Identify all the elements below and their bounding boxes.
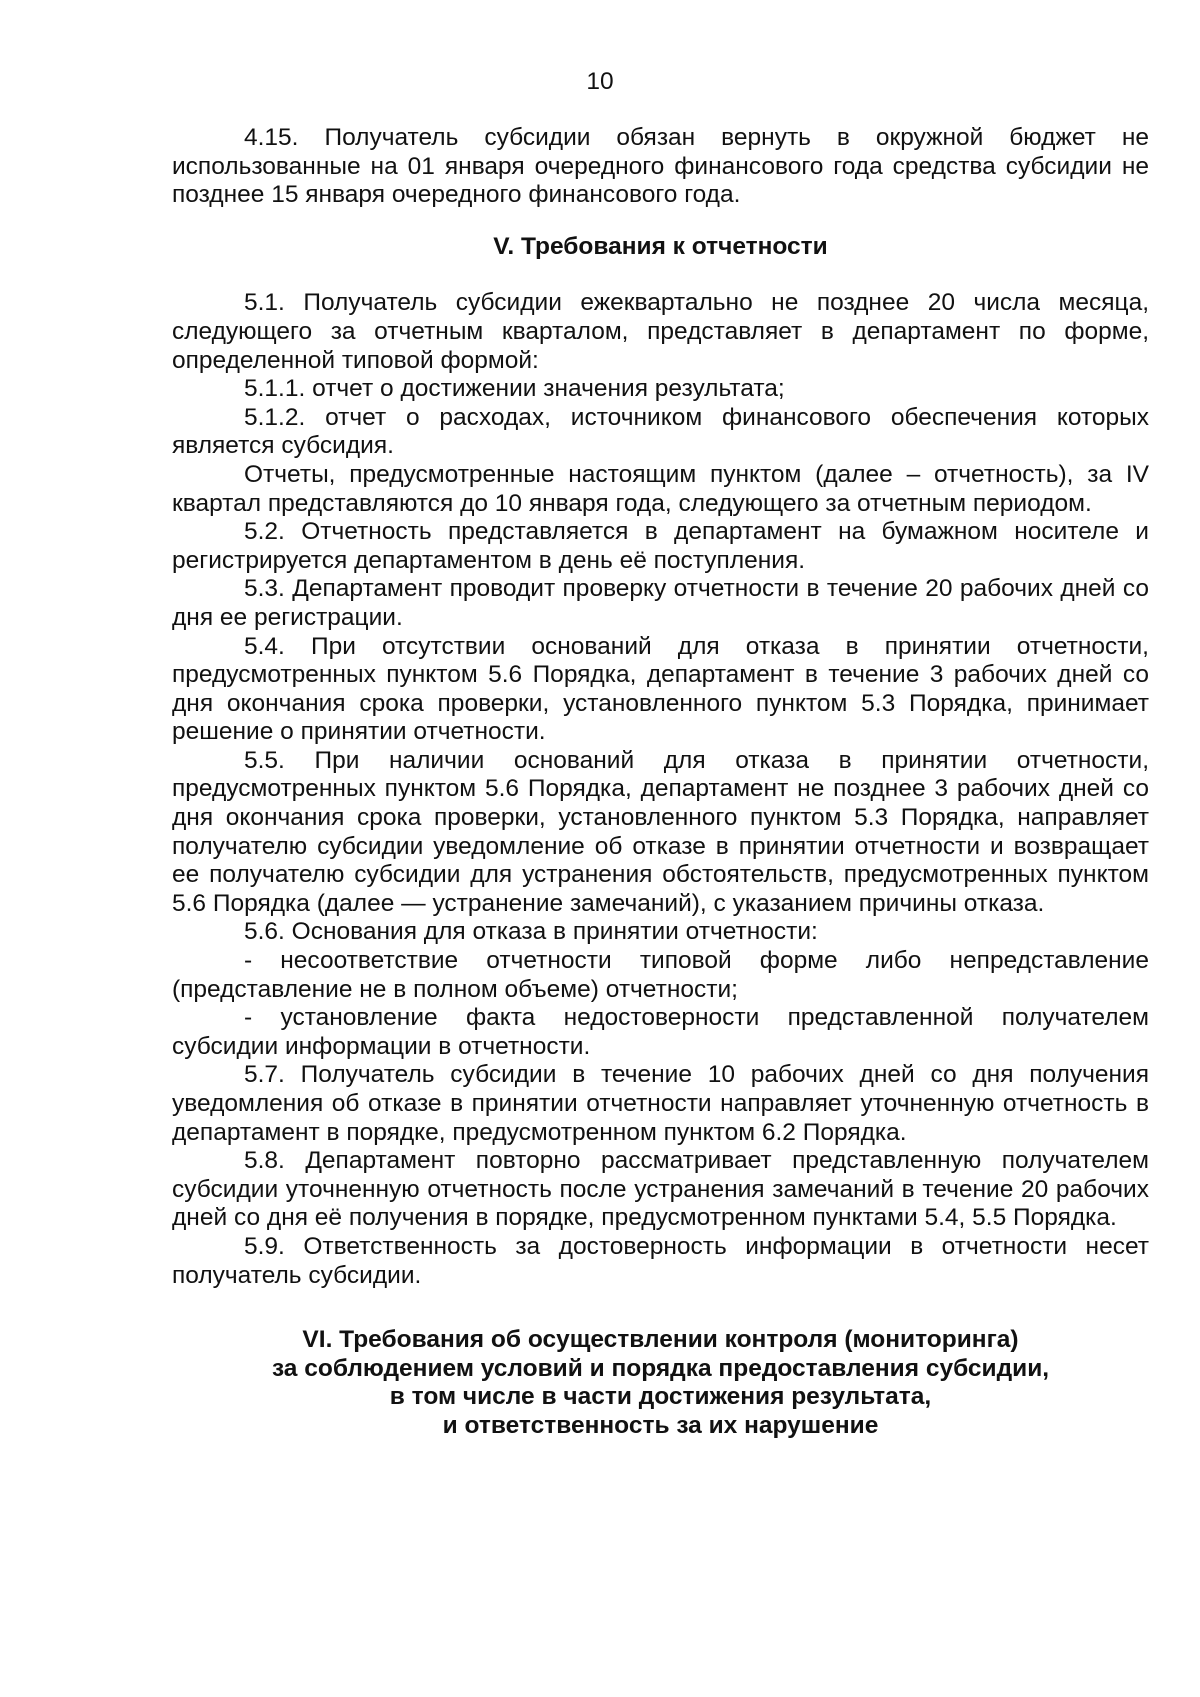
document-body <box>172 124 1149 1441</box>
paragraph-5-4: 5.4. При отсутствии оснований для отказа в принятии отчетности, предусмотренных пунктом 5.6 Порядка, департамент в течение 3 рабочих дней со дня окончания срока проверки, установленного пунктом 5.3 Порядка, принимает решение о принятии отчетности. <box>172 632 1149 746</box>
paragraph-5-1-1: 5.1.1. отчет о достижении значения результата; <box>244 375 785 403</box>
paragraph-5-1: 5.1. Получатель субсидии ежеквартально не позднее 20 числа месяца, следующего за отчетным кварталом, представляет в департамент по форме, определенной типовой формой: <box>172 289 1149 374</box>
paragraph-5-3: 5.3. Департамент проводит проверку отчетности в течение 20 рабочих дней со дня ее регистрации. <box>172 575 1149 631</box>
list-item-5-6-a: - несоответствие отчетности типовой форме либо непредставление (представление не в полном объеме) отчетности; <box>172 947 1149 1003</box>
paragraph-5-2: 5.2. Отчетность представляется в департамент на бумажном носителе и регистрируется департаментом в день её поступления. <box>172 518 1149 574</box>
section-6-heading-line: за соблюдением условий и порядка предоставления субсидии, <box>271 1354 1050 1382</box>
section-6-heading-line: в том числе в части достижения результата, <box>389 1383 932 1411</box>
paragraph-4-15: 4.15. Получатель субсидии обязан вернуть в окружной бюджет не использованные на 01 января очередного финансового года средства субсидии не позднее 15 января очередного финансового года. <box>172 124 1149 209</box>
section-6-heading-line: VI. Требования об осуществлении контроля (мониторинга) <box>302 1326 1019 1354</box>
section-6-heading <box>172 1326 1149 1440</box>
paragraph-reports-note: Отчеты, предусмотренные настоящим пунктом (далее – отчетность), за IV квартал представляются до 10 января года, следующего за отчетным периодом. <box>172 460 1149 517</box>
paragraph-5-7: 5.7. Получатель субсидии в течение 10 рабочих дней со дня получения уведомления об отказе в принятии отчетности направляет уточненную отчетность в департамент в порядке, предусмотренном пунктом 6.2 Порядка. <box>172 1061 1149 1146</box>
paragraph-5-1-2: 5.1.2. отчет о расходах, источником финансового обеспечения которых является субсидия. <box>172 403 1149 460</box>
paragraph-5-5: 5.5. При наличии оснований для отказа в принятии отчетности, предусмотренных пунктом 5.6 Порядка, департамент не позднее 3 рабочих дней со дня окончания срока проверки, установленного пунктом 5.3 Порядка, направляет получателю субсидии уведомление об отказе в принятии отчетности и возвращает ее получателю субсидии для устранения обстоятельств, предусмотренных пунктом 5.6 Порядка (далее — устранение замечаний), с указанием причины отказа. <box>172 746 1149 917</box>
section-6-heading-line: и ответственность за их нарушение <box>442 1411 879 1439</box>
paragraph-5-8: 5.8. Департамент повторно рассматривает представленную получателем субсидии уточненную отчетность после устранения замечаний в течение 20 рабочих дней со дня её получения в порядке, предусмотренном пунктами 5.4, 5.5 Порядка. <box>172 1147 1149 1232</box>
list-item-5-6-b: - установление факта недостоверности представленной получателем субсидии информации в отчетности. <box>172 1004 1149 1060</box>
paragraph-5-6: 5.6. Основания для отказа в принятии отчетности: <box>244 918 818 946</box>
section-5-heading: V. Требования к отчетности <box>493 232 828 260</box>
paragraph-5-9: 5.9. Ответственность за достоверность информации в отчетности несет получатель субсидии. <box>172 1232 1149 1289</box>
page-number: 10 <box>586 68 614 95</box>
